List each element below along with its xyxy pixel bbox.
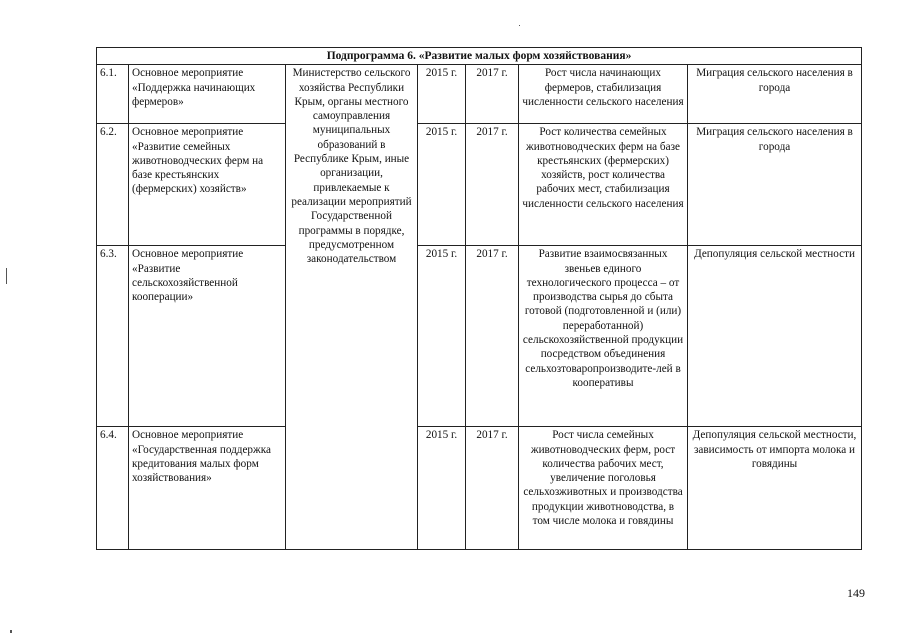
- measure-number: 6.3.: [97, 246, 129, 427]
- table-row: [97, 427, 862, 550]
- start-year: 2015 г.: [418, 427, 466, 550]
- risk: Депопуляция сельской местности: [688, 246, 862, 427]
- table-header-row: [97, 48, 862, 65]
- expected-result: Рост числа семейных животноводческих ферм, рост количества рабочих мест, увеличение поголовья сельхозживотных и производства продукции животноводства, в том числе молока и говядины: [519, 427, 688, 550]
- end-year: 2017 г.: [466, 246, 519, 427]
- end-year: 2017 г.: [466, 427, 519, 550]
- page-number: 149: [847, 586, 865, 600]
- scan-mark: [519, 25, 520, 26]
- risk: Миграция сельского населения в города: [688, 65, 862, 124]
- measure-name: Основное мероприятие «Развитие сельскохозяйственной кооперации»: [129, 246, 286, 427]
- risk: Миграция сельского населения в города: [688, 124, 862, 246]
- end-year: 2017 г.: [466, 124, 519, 246]
- start-year: 2015 г.: [418, 246, 466, 427]
- risk: Депопуляция сельской местности, зависимость от импорта молока и говядины: [688, 427, 862, 550]
- expected-result: Рост числа начинающих фермеров, стабилизация численности сельского населения: [519, 65, 688, 124]
- start-year: 2015 г.: [418, 65, 466, 124]
- measure-number: 6.1.: [97, 65, 129, 124]
- table-row: [97, 124, 862, 246]
- expected-result: Развитие взаимосвязанных звеньев единого технологического процесса – от производства сырья до сбыта готовой (подготовленной и (или) переработанной) сельскохозяйственной продукции посредством объединения сельхозтоваропроизводите-лей в кооперативы: [519, 246, 688, 427]
- measures-table: [96, 47, 862, 550]
- executor-cell: Министерство сельского хозяйства Республики Крым, органы местного самоуправления муниципальных образований в Республике Крым, иные организации, привлекаемые к реализации мероприятий Государственной программы в порядке, предусмотренном законодательством: [286, 65, 418, 550]
- measure-number: 6.4.: [97, 427, 129, 550]
- table-row: [97, 246, 862, 427]
- start-year: 2015 г.: [418, 124, 466, 246]
- end-year: 2017 г.: [466, 65, 519, 124]
- measure-name: Основное мероприятие «Поддержка начинающих фермеров»: [129, 65, 286, 124]
- subprogram-title: Подпрограмма 6. «Развитие малых форм хозяйствования»: [97, 48, 862, 65]
- measure-number: 6.2.: [97, 124, 129, 246]
- scan-mark: [6, 268, 7, 284]
- scan-mark: [10, 630, 12, 633]
- measure-name: Основное мероприятие «Государственная поддержка кредитования малых форм хозяйствования»: [129, 427, 286, 550]
- table-row: [97, 65, 862, 124]
- expected-result: Рост количества семейных животноводческих ферм на базе крестьянских (фермерских) хозяйств, рост количества рабочих мест, стабилизация численности сельского населения: [519, 124, 688, 246]
- measure-name: Основное мероприятие «Развитие семейных животноводческих ферм на базе крестьянских (фермерских) хозяйств»: [129, 124, 286, 246]
